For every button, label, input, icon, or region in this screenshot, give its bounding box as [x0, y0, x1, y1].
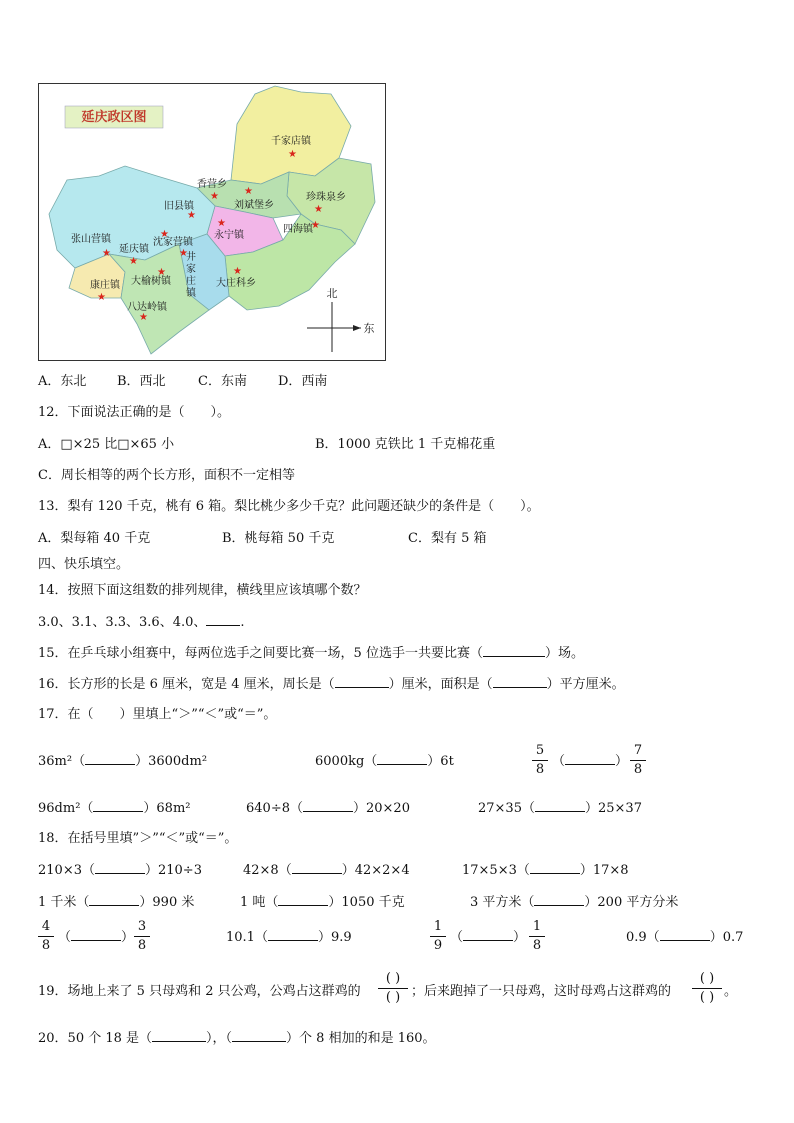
fraction: 1 8 [529, 920, 545, 953]
town-label-char: 镇 [186, 288, 196, 299]
q20 [38, 1030, 436, 1048]
map-graphic [39, 84, 385, 360]
compass-east: 东 [363, 322, 375, 335]
town-label-char: 井 [186, 252, 196, 263]
town-label: 延庆镇 [119, 244, 149, 255]
star-icon: ★ [187, 210, 196, 221]
q19-text: 。 [724, 984, 738, 999]
town-label: 沈家营镇 [153, 237, 193, 248]
q19-text: ；后来跑掉了一只母鸡，这时母鸡占这群鸡的 [411, 984, 672, 999]
q18-stem: 18．在括号里填”＞”“＜”或“＝”。 [38, 831, 238, 846]
q20-text: ）个 8 相加的和是 160。 [286, 1031, 436, 1046]
star-icon: ★ [311, 220, 320, 231]
star-icon: ★ [97, 292, 106, 303]
q13-stem: 13．梨有 120 千克，桃有 6 箱。梨比桃少多少千克？此问题还缺少的条件是（ ）。 [38, 499, 540, 514]
q17-item: 27×35（ ）25×37 [478, 801, 642, 816]
section-heading: 四、快乐填空。 [38, 557, 130, 572]
town-label: 旧县镇 [164, 201, 194, 212]
q13-option-c: C．梨有 5 箱 [408, 531, 487, 546]
q17-item: 6000kg（ ）6t [315, 754, 454, 769]
town-label: 张山营镇 [71, 234, 111, 245]
q17-item: （ ） [552, 754, 629, 769]
town-label: 千家店镇 [271, 136, 311, 147]
star-icon: ★ [157, 267, 166, 278]
q18-item: 42×8（ ）42×2×4 [243, 863, 410, 878]
answer-blank[interactable] [534, 905, 584, 906]
town-label: 香营乡 [197, 179, 227, 190]
q17-stem: 17．在（ ）里填上“＞”“＜”或“＝”。 [38, 707, 277, 722]
town-label: 八达岭镇 [127, 302, 167, 313]
answer-blank[interactable] [530, 873, 580, 874]
answer-blank[interactable] [152, 1041, 206, 1042]
compass-north: 北 [326, 287, 338, 300]
town-label: 珍珠泉乡 [306, 192, 346, 203]
q12-option-a: A．□×25 比□×65 小 [38, 437, 175, 452]
star-icon: ★ [129, 256, 138, 267]
answer-blank[interactable] [232, 1041, 286, 1042]
q18-item: 210×3（ ）210÷3 [38, 863, 202, 878]
q18-item: （ ） [58, 930, 135, 945]
q16-text: ）厘米，面积是（ [388, 677, 493, 692]
q15 [38, 645, 584, 663]
q13-option-b: B．桃每箱 50 千克 [222, 531, 335, 546]
q12-option-c: C．周长相等的两个长方形，面积不一定相等 [38, 468, 295, 483]
q18-item: 0.9（ ）0.7 [626, 930, 744, 945]
star-icon: ★ [160, 229, 169, 240]
town-label: 刘斌堡乡 [234, 200, 274, 211]
star-icon: ★ [314, 204, 323, 215]
q14-sequence [38, 614, 245, 632]
town-label: 四海镇 [283, 224, 313, 235]
q18-item: 1 千米（ ）990 米 [38, 895, 195, 910]
star-icon: ★ [139, 312, 148, 323]
town-label: 大庄科乡 [216, 278, 256, 289]
star-icon: ★ [217, 218, 226, 229]
q14-end: . [240, 615, 245, 630]
answer-blank[interactable] [483, 656, 545, 657]
q16-text: 16．长方形的长是 6 厘米，宽是 4 厘米，周长是（ [38, 677, 335, 692]
q14-stem: 14．按照下面这组数的排列规律，横线里应该填哪个数？ [38, 583, 367, 598]
answer-blank[interactable] [268, 940, 318, 941]
fraction: 1 9 [430, 920, 446, 953]
answer-blank[interactable] [89, 905, 139, 906]
answer-blank[interactable] [565, 764, 615, 765]
yanqing-district-map [38, 83, 386, 361]
town-label-char: 庄 [186, 276, 196, 287]
town-label: 康庄镇 [90, 280, 120, 291]
q16-text: ）平方厘米。 [546, 677, 625, 692]
q12-option-b: B．1000 克铁比 1 千克棉花重 [315, 437, 496, 452]
q17-item: 36m²（ ）3600dm² [38, 754, 208, 769]
map-title: 延庆政区图 [81, 110, 147, 125]
q18-item: 17×5×3（ ）17×8 [462, 863, 629, 878]
star-icon: ★ [288, 149, 297, 160]
star-icon: ★ [244, 186, 253, 197]
q11-option-d: D．西南 [278, 374, 328, 389]
fraction: 3 8 [134, 920, 150, 953]
q19-text: 19．场地上来了 5 只母鸡和 2 只公鸡，公鸡占这群鸡的 [38, 984, 361, 999]
q17-item: 640÷8（ ）20×20 [246, 801, 410, 816]
fraction: 7 8 [630, 744, 646, 777]
fraction: 5 8 [532, 744, 548, 777]
answer-blank[interactable] [278, 905, 328, 906]
q11-option-c: C．东南 [198, 374, 247, 389]
compass-icon [307, 287, 375, 352]
answer-blank[interactable] [660, 940, 710, 941]
q18-item: （ ） [450, 930, 527, 945]
answer-blank[interactable] [85, 764, 135, 765]
q13-option-a: A．梨每箱 40 千克 [38, 531, 151, 546]
star-icon: ★ [102, 248, 111, 259]
fraction-blank[interactable]: ( ) ( ) [378, 972, 408, 1005]
answer-blank[interactable] [535, 811, 585, 812]
town-label-char: 家 [186, 264, 196, 275]
answer-blank[interactable] [292, 873, 342, 874]
q18-item: 10.1（ ）9.9 [226, 930, 352, 945]
town-label: 永宁镇 [214, 230, 244, 241]
q20-text: 20．50 个 18 是（ [38, 1031, 153, 1046]
answer-blank[interactable] [377, 764, 427, 765]
town-label: 大榆树镇 [131, 276, 171, 287]
q14-seq: 3.0、3.1、3.3、3.6、4.0、 [38, 615, 207, 630]
q20-text: ），（ [206, 1031, 233, 1046]
answer-blank[interactable] [335, 687, 389, 688]
answer-blank[interactable] [463, 940, 513, 941]
answer-blank[interactable] [493, 687, 547, 688]
star-icon: ★ [210, 191, 219, 202]
q15-text: 15．在乒乓球小组赛中，每两位选手之间要比赛一场，5 位选手一共要比赛（ [38, 646, 483, 661]
q16 [38, 676, 625, 694]
q18-item: 3 平方米（ ）200 平方分米 [470, 895, 679, 910]
answer-blank[interactable] [206, 625, 240, 626]
q15-text-end: ）场。 [544, 646, 584, 661]
star-icon: ★ [233, 266, 242, 277]
q12-stem: 12．下面说法正确的是（ ）。 [38, 405, 231, 420]
q17-item: 96dm²（ ）68m² [38, 801, 191, 816]
fraction-blank[interactable]: ( ) ( ) [692, 972, 722, 1005]
q18-item: 1 吨（ ）1050 千克 [240, 895, 405, 910]
star-icon: ★ [179, 248, 188, 259]
answer-blank[interactable] [93, 811, 143, 812]
q11-option-b: B．西北 [117, 374, 166, 389]
fraction: 4 8 [38, 920, 54, 953]
answer-blank[interactable] [303, 811, 353, 812]
q11-option-a: A．东北 [38, 374, 87, 389]
answer-blank[interactable] [95, 873, 145, 874]
answer-blank[interactable] [71, 940, 121, 941]
